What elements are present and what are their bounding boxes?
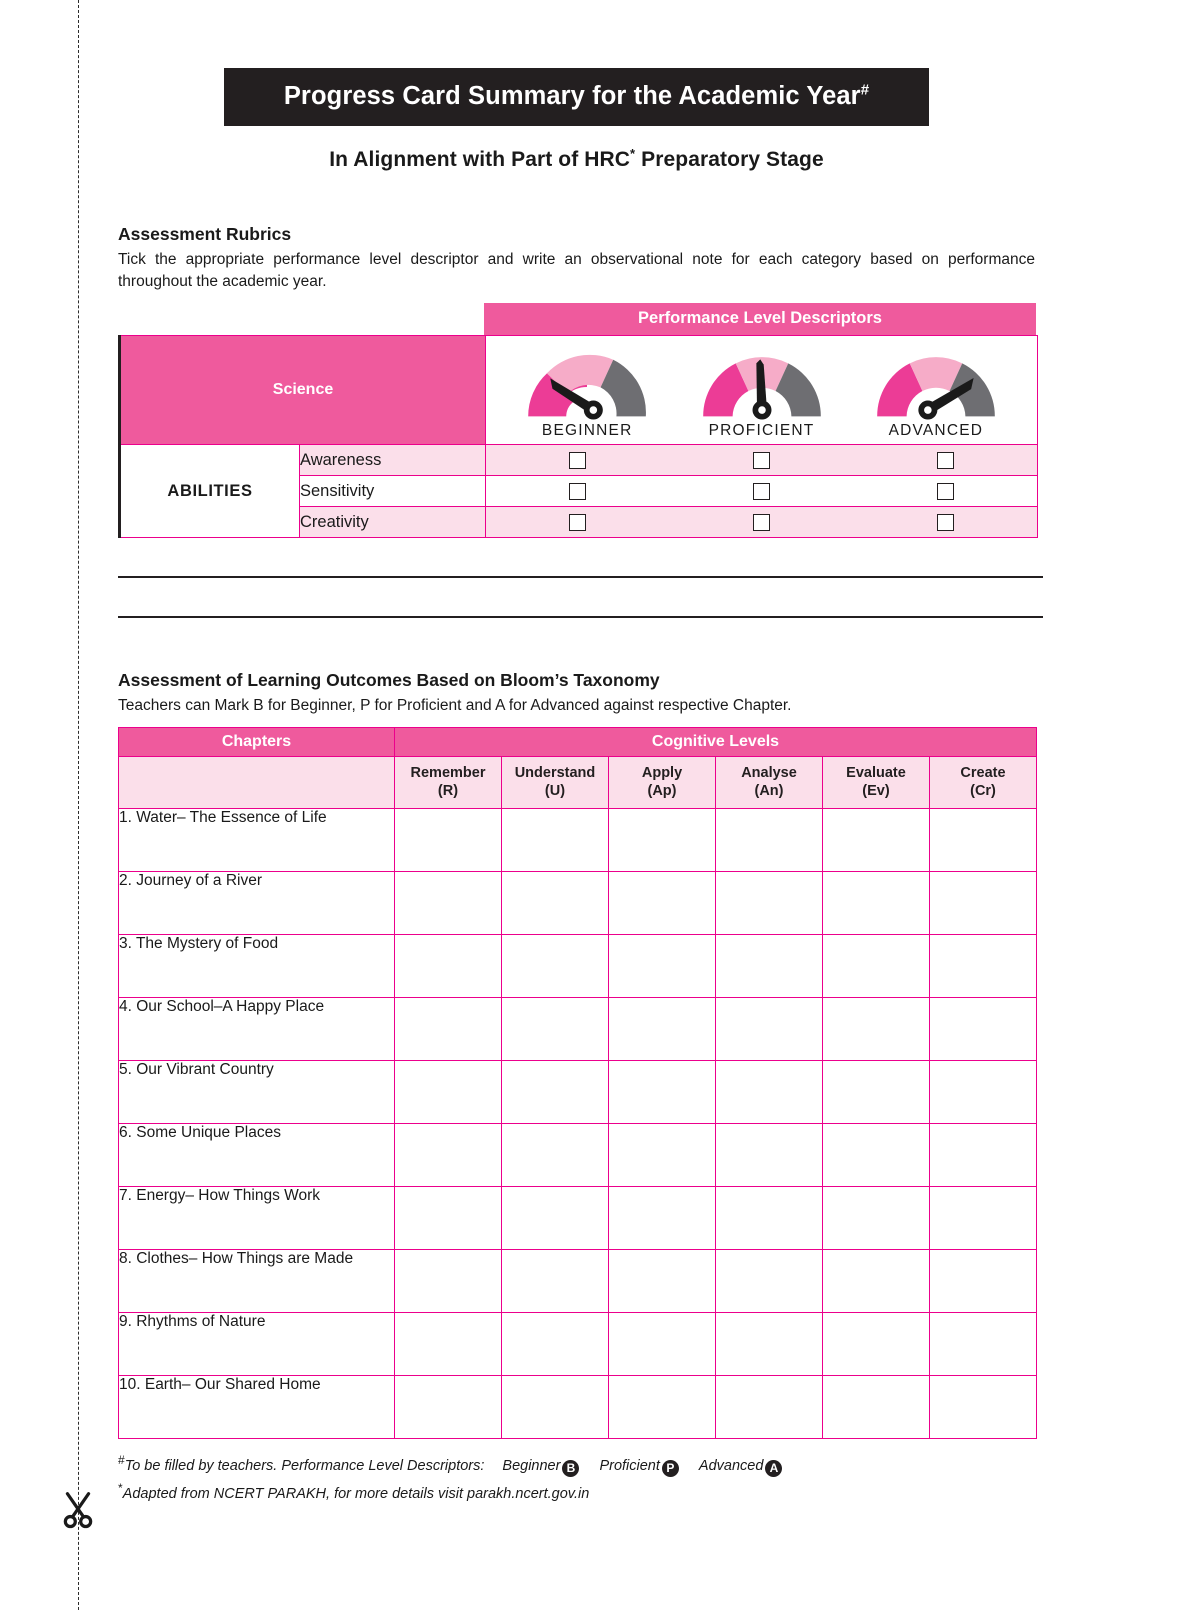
- rubrics-subject-row: [120, 336, 1038, 445]
- gauge-beginner-icon: [519, 344, 655, 420]
- mark-cell-remember[interactable]: [395, 1186, 502, 1249]
- bloom-instruction: Teachers can Mark B for Beginner, P for Proficient and A for Advanced against respective Chapter.: [118, 697, 792, 715]
- abilities-group-label: ABILITIES: [120, 445, 300, 538]
- mark-cell-analyse[interactable]: [716, 934, 823, 997]
- mark-cell-create[interactable]: [930, 1060, 1037, 1123]
- mark-cell-evaluate[interactable]: [823, 871, 930, 934]
- subject-cell: Science: [120, 336, 486, 445]
- badge-advanced: A: [765, 1460, 782, 1477]
- chapter-name: 9. Rhythms of Nature: [119, 1312, 395, 1375]
- ability-checkboxes-creativity: [486, 507, 1038, 538]
- mark-cell-evaluate[interactable]: [823, 1312, 930, 1375]
- bloom-level-create-name: Create: [960, 764, 1006, 781]
- mark-cell-remember[interactable]: [395, 1375, 502, 1438]
- title-footnote-marker: #: [860, 81, 870, 98]
- table-row: [119, 1312, 1037, 1375]
- ability-label-sensitivity: Sensitivity: [300, 476, 486, 507]
- mark-cell-understand[interactable]: [502, 1312, 609, 1375]
- mark-cell-create[interactable]: [930, 1186, 1037, 1249]
- mark-cell-analyse[interactable]: [716, 808, 823, 871]
- mark-cell-analyse[interactable]: [716, 871, 823, 934]
- mark-cell-evaluate[interactable]: [823, 1060, 930, 1123]
- mark-cell-remember[interactable]: [395, 934, 502, 997]
- mark-cell-understand[interactable]: [502, 871, 609, 934]
- badge-beginner: B: [562, 1460, 579, 1477]
- bloom-level-understand: [502, 756, 609, 808]
- bloom-level-analyse: [716, 756, 823, 808]
- chapter-name: 10. Earth– Our Shared Home: [119, 1375, 395, 1438]
- checkbox-sensitivity-advanced[interactable]: [937, 483, 954, 500]
- chapter-name: 8. Clothes– How Things are Made: [119, 1249, 395, 1312]
- mark-cell-apply[interactable]: [609, 1123, 716, 1186]
- bloom-chapters-blank: [119, 756, 395, 808]
- mark-cell-create[interactable]: [930, 1375, 1037, 1438]
- rubrics-heading: Assessment Rubrics: [118, 223, 292, 244]
- mark-cell-create[interactable]: [930, 934, 1037, 997]
- footnote-line-1: [118, 1451, 1035, 1477]
- checkbox-awareness-beginner[interactable]: [569, 452, 586, 469]
- mark-cell-understand[interactable]: [502, 808, 609, 871]
- ability-row-awareness: [120, 445, 1038, 476]
- bloom-level-apply-abbr: (Ap): [647, 783, 677, 800]
- mark-cell-apply[interactable]: [609, 1312, 716, 1375]
- footnote-2-text: Adapted from NCERT PARAKH, for more details visit parakh.ncert.gov.in: [122, 1486, 590, 1503]
- checkbox-sensitivity-proficient[interactable]: [753, 483, 770, 500]
- mark-cell-remember[interactable]: [395, 808, 502, 871]
- rubrics-table: [118, 335, 1038, 538]
- mark-cell-evaluate[interactable]: [823, 1375, 930, 1438]
- mark-cell-evaluate[interactable]: [823, 1186, 930, 1249]
- mark-cell-remember[interactable]: [395, 871, 502, 934]
- gauge-proficient-icon: [694, 344, 830, 420]
- bloom-header-row-2: [119, 756, 1037, 808]
- ability-checkboxes-sensitivity: [486, 476, 1038, 507]
- gauges-cell: [486, 336, 1038, 445]
- mark-cell-understand[interactable]: [502, 1060, 609, 1123]
- mark-cell-apply[interactable]: [609, 1060, 716, 1123]
- footnote-advanced-label: Advanced: [698, 1457, 764, 1474]
- mark-cell-understand[interactable]: [502, 934, 609, 997]
- gauge-label-advanced: ADVANCED: [888, 422, 984, 440]
- chapter-name: 6. Some Unique Places: [119, 1123, 395, 1186]
- gauge-proficient: [676, 344, 848, 440]
- table-row: [119, 934, 1037, 997]
- bloom-level-create: [930, 756, 1037, 808]
- footnote-1-text: To be filled by teachers. Performance Level Descriptors:: [124, 1457, 485, 1474]
- mark-cell-create[interactable]: [930, 808, 1037, 871]
- table-row: [119, 1060, 1037, 1123]
- checkbox-awareness-proficient[interactable]: [753, 452, 770, 469]
- mark-cell-create[interactable]: [930, 997, 1037, 1060]
- mark-cell-understand[interactable]: [502, 1123, 609, 1186]
- bloom-level-analyse-name: Analyse: [741, 764, 797, 781]
- mark-cell-apply[interactable]: [609, 1375, 716, 1438]
- chapter-name: 1. Water– The Essence of Life: [119, 808, 395, 871]
- page-subtitle: In Alignment with Part of HRC* Preparatory Stage: [329, 145, 824, 171]
- mark-cell-apply[interactable]: [609, 871, 716, 934]
- mark-cell-apply[interactable]: [609, 1186, 716, 1249]
- table-row: [119, 808, 1037, 871]
- bloom-level-remember-name: Remember: [410, 764, 486, 781]
- bloom-header-row-1: [119, 727, 1037, 756]
- mark-cell-analyse[interactable]: [716, 1060, 823, 1123]
- mark-cell-remember[interactable]: [395, 1249, 502, 1312]
- table-row: [119, 1123, 1037, 1186]
- mark-cell-understand[interactable]: [502, 1249, 609, 1312]
- bloom-col-chapters: Chapters: [119, 727, 395, 756]
- mark-cell-remember[interactable]: [395, 997, 502, 1060]
- performance-level-descriptors-header: Performance Level Descriptors: [484, 303, 1036, 335]
- mark-cell-create[interactable]: [930, 1123, 1037, 1186]
- mark-cell-understand[interactable]: [502, 1375, 609, 1438]
- section-divider-top: [118, 576, 1043, 578]
- ability-checkboxes-awareness: [486, 445, 1038, 476]
- ability-label-creativity: Creativity: [300, 507, 486, 538]
- bloom-level-evaluate-name: Evaluate: [846, 764, 906, 781]
- gauge-label-beginner: BEGINNER: [541, 422, 633, 440]
- chapter-name: 2. Journey of a River: [119, 871, 395, 934]
- bloom-table: [118, 727, 1037, 1439]
- mark-cell-create[interactable]: [930, 871, 1037, 934]
- footnote-2-marker: *: [118, 1481, 123, 1496]
- table-row: [119, 871, 1037, 934]
- mark-cell-analyse[interactable]: [716, 1123, 823, 1186]
- mark-cell-apply[interactable]: [609, 1249, 716, 1312]
- mark-cell-evaluate[interactable]: [823, 997, 930, 1060]
- chapter-name: 3. The Mystery of Food: [119, 934, 395, 997]
- subtitle-footnote-marker: *: [630, 145, 636, 161]
- rubrics-table-wrap: [118, 303, 1036, 538]
- bloom-level-evaluate: [823, 756, 930, 808]
- checkbox-awareness-advanced[interactable]: [937, 452, 954, 469]
- mark-cell-apply[interactable]: [609, 808, 716, 871]
- bloom-level-remember-abbr: (R): [437, 783, 459, 800]
- footnote-beginner-label: Beginner: [502, 1457, 561, 1474]
- mark-cell-apply[interactable]: [609, 997, 716, 1060]
- mark-cell-evaluate[interactable]: [823, 1249, 930, 1312]
- page-title: Progress Card Summary for the Academic Year#: [283, 81, 870, 110]
- gauge-label-proficient: PROFICIENT: [708, 422, 815, 440]
- page-title-bar: [224, 68, 929, 126]
- mark-cell-create[interactable]: [930, 1312, 1037, 1375]
- ability-label-awareness: Awareness: [300, 445, 486, 476]
- mark-cell-understand[interactable]: [502, 1186, 609, 1249]
- bloom-col-cognitive-levels: Cognitive Levels: [395, 727, 1037, 756]
- bloom-level-analyse-abbr: (An): [754, 783, 784, 800]
- mark-cell-evaluate[interactable]: [823, 934, 930, 997]
- mark-cell-apply[interactable]: [609, 934, 716, 997]
- mark-cell-analyse[interactable]: [716, 1186, 823, 1249]
- chapter-name: 4. Our School–A Happy Place: [119, 997, 395, 1060]
- table-row: [119, 1375, 1037, 1438]
- mark-cell-remember[interactable]: [395, 1123, 502, 1186]
- bloom-level-understand-name: Understand: [514, 764, 596, 781]
- mark-cell-remember[interactable]: [395, 1060, 502, 1123]
- mark-cell-analyse[interactable]: [716, 1375, 823, 1438]
- gauge-advanced-icon: [868, 344, 1004, 420]
- mark-cell-remember[interactable]: [395, 1312, 502, 1375]
- checkbox-sensitivity-beginner[interactable]: [569, 483, 586, 500]
- bloom-level-create-abbr: (Cr): [970, 783, 996, 800]
- mark-cell-understand[interactable]: [502, 997, 609, 1060]
- footnote-proficient-label: Proficient: [599, 1457, 660, 1474]
- gauge-row: [486, 336, 1037, 444]
- gauge-advanced: [850, 344, 1022, 440]
- chapter-name: 5. Our Vibrant Country: [119, 1060, 395, 1123]
- bloom-level-understand-abbr: (U): [544, 783, 566, 800]
- chapter-name: 7. Energy– How Things Work: [119, 1186, 395, 1249]
- section-divider-bottom: [118, 616, 1043, 618]
- badge-proficient: P: [662, 1460, 679, 1477]
- bloom-level-apply-name: Apply: [641, 764, 683, 781]
- checkbox-creativity-beginner[interactable]: [569, 514, 586, 531]
- table-row: [119, 1249, 1037, 1312]
- rubrics-instruction: Tick the appropriate performance level descriptor and write an observational note for each category based on performance throughout the academic year.: [118, 250, 1035, 290]
- checkbox-creativity-advanced[interactable]: [937, 514, 954, 531]
- table-row: [119, 997, 1037, 1060]
- footnote-1-marker: #: [118, 1452, 125, 1467]
- table-row: [119, 1186, 1037, 1249]
- bloom-level-evaluate-abbr: (Ev): [862, 783, 890, 800]
- checkbox-creativity-proficient[interactable]: [753, 514, 770, 531]
- gauge-beginner: [501, 344, 673, 440]
- mark-cell-analyse[interactable]: [716, 1312, 823, 1375]
- mark-cell-analyse[interactable]: [716, 1249, 823, 1312]
- footnote-line-2: [118, 1479, 1035, 1505]
- bloom-level-apply: [609, 756, 716, 808]
- bloom-level-remember: [395, 756, 502, 808]
- bloom-heading: Assessment of Learning Outcomes Based on Bloom’s Taxonomy: [118, 670, 660, 691]
- mark-cell-evaluate[interactable]: [823, 808, 930, 871]
- mark-cell-evaluate[interactable]: [823, 1123, 930, 1186]
- mark-cell-analyse[interactable]: [716, 997, 823, 1060]
- mark-cell-create[interactable]: [930, 1249, 1037, 1312]
